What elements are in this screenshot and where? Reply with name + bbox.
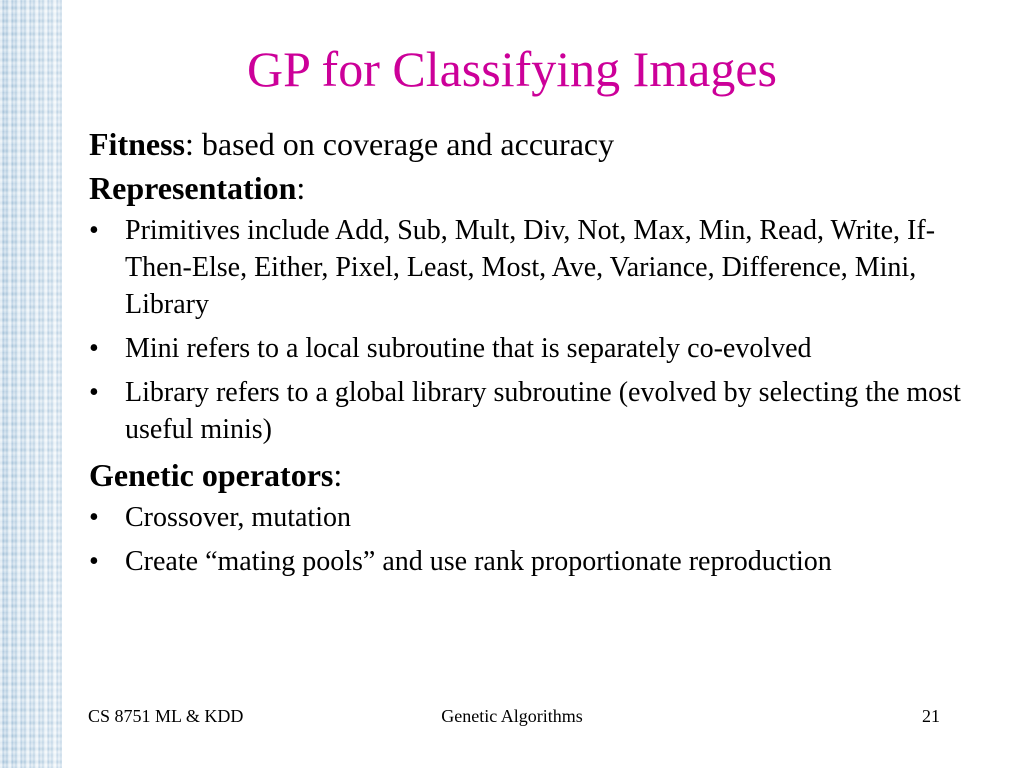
representation-bullet-list [89, 212, 969, 448]
fitness-heading [89, 124, 969, 164]
representation-heading [89, 168, 969, 208]
bullet-glyph: • [89, 333, 99, 364]
slide-title: GP for Classifying Images [246, 41, 778, 97]
list-item [89, 499, 969, 536]
bullet-glyph: • [89, 546, 99, 577]
footer-page-number: 21 [922, 706, 940, 726]
list-item [89, 212, 969, 323]
fitness-text: : based on coverage and accuracy [185, 126, 615, 162]
representation-colon: : [296, 170, 306, 206]
list-item [89, 330, 969, 367]
list-item [89, 543, 969, 580]
representation-label: Representation [89, 170, 297, 206]
bullet-text: Create “mating pools” and use rank proportionate reproduction [125, 546, 832, 577]
genetic-operators-colon: : [333, 457, 343, 493]
genetic-operators-label: Genetic operators [89, 457, 334, 493]
bullet-text: Primitives include Add, Sub, Mult, Div, Not, Max, Min, Read, Write, If-Then-Else, Either, Pixel, Least, Most, Ave, Variance, Difference, Mini, Library [125, 215, 936, 320]
bullet-text: Crossover, mutation [125, 502, 351, 533]
genetic-operators-bullet-list [89, 499, 969, 580]
bullet-text: Library refers to a global library subroutine (evolved by selecting the most useful minis) [125, 377, 961, 445]
bullet-glyph: • [89, 377, 99, 408]
slide-background-texture [0, 0, 62, 768]
bullet-glyph: • [89, 502, 99, 533]
bullet-glyph: • [89, 215, 99, 246]
footer-course: CS 8751 ML & KDD [88, 706, 244, 726]
slide-content [89, 124, 969, 587]
fitness-label: Fitness [89, 126, 185, 162]
list-item [89, 374, 969, 448]
genetic-operators-heading [89, 455, 969, 495]
bullet-text: Mini refers to a local subroutine that is separately co-evolved [125, 333, 812, 364]
footer-topic: Genetic Algorithms [441, 706, 583, 726]
